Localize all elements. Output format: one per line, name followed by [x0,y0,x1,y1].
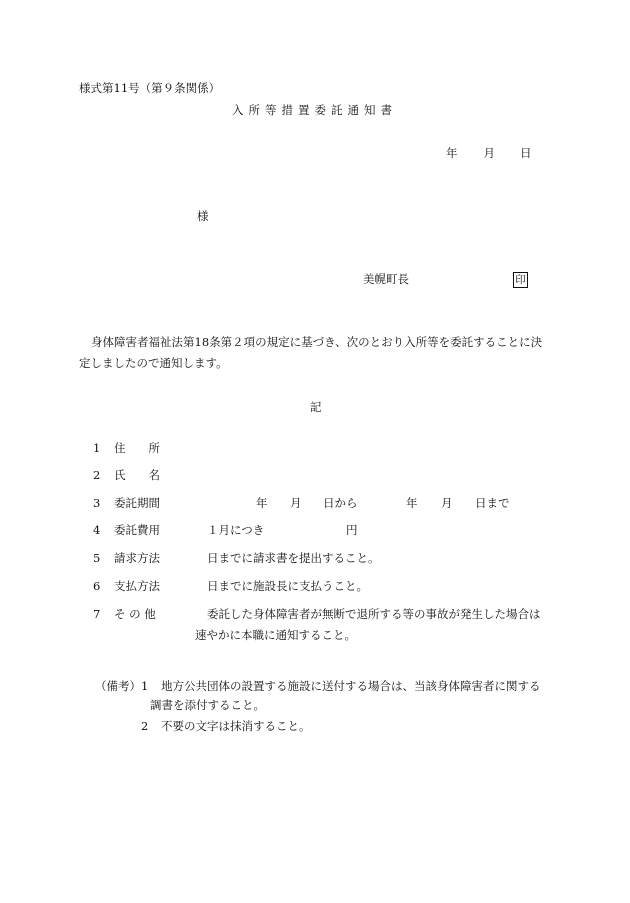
period-end-year: 年 [406,496,418,510]
remarks-note-2-line-1: 不要の文字は抹消すること。 [161,719,311,733]
item-label: 氏 名 [114,468,160,482]
ki-heading: 記 [310,400,322,414]
remarks-note-1-line-1: 地方公共団体の設置する施設に送付する場合は、当該身体障害者に関する [161,679,541,693]
period-end-day: 日まで [475,496,510,510]
form-number: 様式第11号（第９条関係） [79,81,221,95]
fee-yen: 円 [346,523,358,537]
item-number: 1 [93,441,101,455]
item-number: 3 [93,496,101,510]
item-label: そ の 他 [114,607,156,621]
date-year: 年 [446,146,458,160]
item-number: 2 [93,468,101,482]
item-content-line-2: 速やかに本職に通知すること。 [195,628,356,642]
seal-box: 印 [513,272,528,288]
addressee-suffix: 様 [197,209,209,223]
body-line-2: 定しましたので通知します。 [79,356,228,370]
date-month: 月 [483,146,495,160]
item-number: 7 [93,607,101,621]
remarks-note-number: 1 [141,679,149,693]
period-start-day: 日から [323,496,358,510]
issuer-name: 美幌町長 [363,272,409,286]
item-number: 4 [93,523,101,537]
remarks-note-number: 2 [141,719,149,733]
item-label: 支払方法 [114,579,160,593]
item-content-line-1: 委託した身体障害者が無断で退所する等の事故が発生した場合は [207,607,541,621]
item-number: 5 [93,551,101,565]
item-content: 日までに施設長に支払うこと。 [207,579,368,593]
period-end-month: 月 [441,496,453,510]
fee-per-month: １月につき [207,523,265,537]
item-number: 6 [93,579,101,593]
item-content: 日までに請求書を提出すること。 [207,551,380,565]
body-line-1: 身体障害者福祉法第18条第２項の規定に基づき、次のとおり入所等を委託することに決 [91,335,543,349]
date-day: 日 [520,146,532,160]
item-label: 住 所 [114,441,160,455]
remarks-note-1-line-2: 調書を添付すること。 [150,698,265,712]
seal-mark [513,272,528,288]
date-line [446,147,532,161]
item-label: 請求方法 [114,551,160,565]
remarks-label: （備考） [95,679,141,693]
period-start-year: 年 [256,496,268,510]
item-label: 委託費用 [114,523,160,537]
period-start-month: 月 [290,496,302,510]
item-label: 委託期間 [114,496,160,510]
document-title: 入所等措置委託通知書 [232,103,397,117]
